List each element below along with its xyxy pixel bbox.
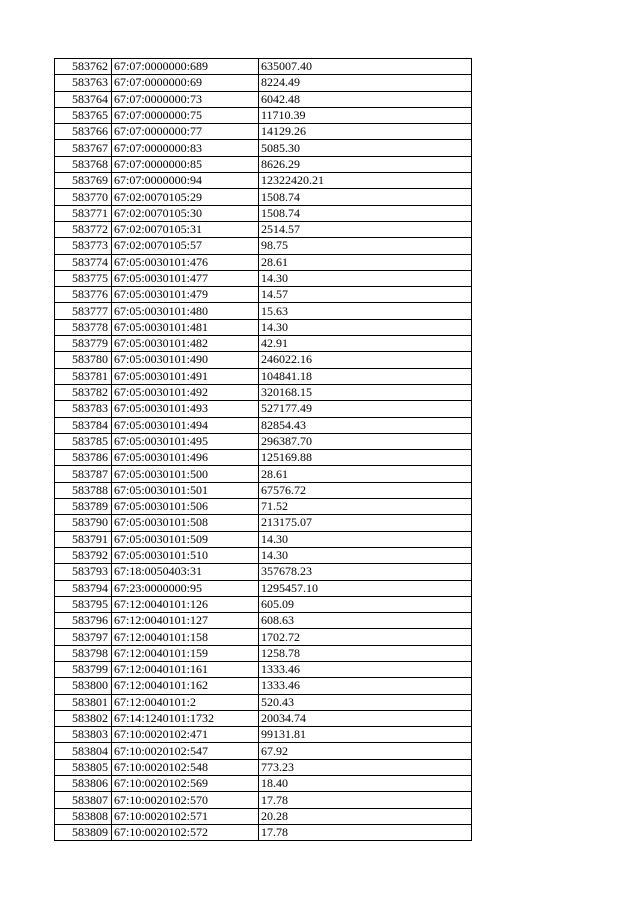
- cadastral-number-cell: 67:10:0020102:572: [112, 824, 259, 840]
- row-number-cell: 583763: [55, 75, 112, 91]
- value-cell: 1702.72: [259, 629, 472, 645]
- cadastral-number-cell: 67:18:0050403:31: [112, 564, 259, 580]
- cadastral-number-cell: 67:02:0070105:30: [112, 205, 259, 221]
- value-cell: 1333.46: [259, 661, 472, 677]
- row-number-cell: 583762: [55, 59, 112, 75]
- value-cell: 28.61: [259, 254, 472, 270]
- row-number-cell: 583774: [55, 254, 112, 270]
- table-row: [55, 336, 472, 352]
- value-cell: 1508.74: [259, 205, 472, 221]
- cadastral-number-cell: 67:12:0040101:158: [112, 629, 259, 645]
- row-number-cell: 583779: [55, 336, 112, 352]
- table-row: [55, 450, 472, 466]
- value-cell: 14.30: [259, 319, 472, 335]
- cadastral-number-cell: 67:10:0020102:548: [112, 759, 259, 775]
- row-number-cell: 583802: [55, 710, 112, 726]
- value-cell: 773.23: [259, 759, 472, 775]
- table-row: [55, 189, 472, 205]
- table-row: [55, 238, 472, 254]
- row-number-cell: 583782: [55, 384, 112, 400]
- cadastral-number-cell: 67:05:0030101:491: [112, 368, 259, 384]
- cadastral-number-cell: 67:02:0070105:29: [112, 189, 259, 205]
- table-row: [55, 613, 472, 629]
- cadastral-number-cell: 67:12:0040101:161: [112, 661, 259, 677]
- value-cell: 605.09: [259, 596, 472, 612]
- row-number-cell: 583767: [55, 140, 112, 156]
- value-cell: 635007.40: [259, 59, 472, 75]
- row-number-cell: 583790: [55, 515, 112, 531]
- cadastral-number-cell: 67:05:0030101:493: [112, 401, 259, 417]
- value-cell: 104841.18: [259, 368, 472, 384]
- value-cell: 15.63: [259, 303, 472, 319]
- value-cell: 1258.78: [259, 645, 472, 661]
- row-number-cell: 583804: [55, 743, 112, 759]
- row-number-cell: 583777: [55, 303, 112, 319]
- table-row: [55, 254, 472, 270]
- table-row: [55, 156, 472, 172]
- table-row: [55, 776, 472, 792]
- cadastral-number-cell: 67:05:0030101:477: [112, 270, 259, 286]
- cadastral-number-cell: 67:05:0030101:506: [112, 499, 259, 515]
- value-cell: 296387.70: [259, 433, 472, 449]
- cadastral-number-cell: 67:07:0000000:94: [112, 173, 259, 189]
- row-number-cell: 583785: [55, 433, 112, 449]
- row-number-cell: 583791: [55, 531, 112, 547]
- table-row: [55, 727, 472, 743]
- table-row: [55, 221, 472, 237]
- table-row: [55, 124, 472, 140]
- value-cell: 42.91: [259, 336, 472, 352]
- cadastral-number-cell: 67:05:0030101:509: [112, 531, 259, 547]
- value-cell: 213175.07: [259, 515, 472, 531]
- table-row: [55, 564, 472, 580]
- row-number-cell: 583803: [55, 727, 112, 743]
- row-number-cell: 583798: [55, 645, 112, 661]
- cadastral-number-cell: 67:05:0030101:481: [112, 319, 259, 335]
- row-number-cell: 583799: [55, 661, 112, 677]
- row-number-cell: 583768: [55, 156, 112, 172]
- cadastral-number-cell: 67:02:0070105:57: [112, 238, 259, 254]
- value-cell: 8626.29: [259, 156, 472, 172]
- table-row: [55, 91, 472, 107]
- table-row: [55, 678, 472, 694]
- row-number-cell: 583765: [55, 107, 112, 123]
- table-row: [55, 384, 472, 400]
- cadastral-number-cell: 67:05:0030101:500: [112, 466, 259, 482]
- value-cell: 527177.49: [259, 401, 472, 417]
- value-cell: 99131.81: [259, 727, 472, 743]
- table-row: [55, 547, 472, 563]
- value-cell: 608.63: [259, 613, 472, 629]
- cadastral-number-cell: 67:07:0000000:69: [112, 75, 259, 91]
- cadastral-number-cell: 67:10:0020102:571: [112, 808, 259, 824]
- cadastral-number-cell: 67:05:0030101:480: [112, 303, 259, 319]
- table-row: [55, 645, 472, 661]
- cadastral-number-cell: 67:05:0030101:492: [112, 384, 259, 400]
- row-number-cell: 583805: [55, 759, 112, 775]
- cadastral-number-cell: 67:07:0000000:75: [112, 107, 259, 123]
- cadastral-number-cell: 67:23:0000000:95: [112, 580, 259, 596]
- value-cell: 1333.46: [259, 678, 472, 694]
- value-cell: 98.75: [259, 238, 472, 254]
- row-number-cell: 583783: [55, 401, 112, 417]
- value-cell: 17.78: [259, 792, 472, 808]
- cadastral-number-cell: 67:12:0040101:2: [112, 694, 259, 710]
- row-number-cell: 583780: [55, 352, 112, 368]
- row-number-cell: 583773: [55, 238, 112, 254]
- value-cell: 6042.48: [259, 91, 472, 107]
- table-row: [55, 433, 472, 449]
- value-cell: 8224.49: [259, 75, 472, 91]
- value-cell: 28.61: [259, 466, 472, 482]
- row-number-cell: 583781: [55, 368, 112, 384]
- cadastral-number-cell: 67:10:0020102:471: [112, 727, 259, 743]
- row-number-cell: 583794: [55, 580, 112, 596]
- table-row: [55, 515, 472, 531]
- cadastral-number-cell: 67:05:0030101:494: [112, 417, 259, 433]
- cadastral-number-cell: 67:05:0030101:501: [112, 482, 259, 498]
- value-cell: 14129.26: [259, 124, 472, 140]
- row-number-cell: 583806: [55, 776, 112, 792]
- table-row: [55, 661, 472, 677]
- table-row: [55, 401, 472, 417]
- table-row: [55, 743, 472, 759]
- cadastral-number-cell: 67:12:0040101:126: [112, 596, 259, 612]
- value-cell: 18.40: [259, 776, 472, 792]
- table-row: [55, 303, 472, 319]
- value-cell: 125169.88: [259, 450, 472, 466]
- value-cell: 2514.57: [259, 221, 472, 237]
- value-cell: 14.57: [259, 287, 472, 303]
- table-row: [55, 140, 472, 156]
- data-table: [54, 58, 472, 841]
- row-number-cell: 583764: [55, 91, 112, 107]
- cadastral-number-cell: 67:05:0030101:479: [112, 287, 259, 303]
- value-cell: 1295457.10: [259, 580, 472, 596]
- table-row: [55, 710, 472, 726]
- row-number-cell: 583797: [55, 629, 112, 645]
- table-row: [55, 107, 472, 123]
- table-row: [55, 580, 472, 596]
- table-row: [55, 417, 472, 433]
- table-body: [55, 59, 472, 841]
- value-cell: 20.28: [259, 808, 472, 824]
- row-number-cell: 583808: [55, 808, 112, 824]
- cadastral-number-cell: 67:05:0030101:476: [112, 254, 259, 270]
- cadastral-number-cell: 67:12:0040101:127: [112, 613, 259, 629]
- cadastral-number-cell: 67:05:0030101:496: [112, 450, 259, 466]
- table-row: [55, 808, 472, 824]
- table-row: [55, 319, 472, 335]
- value-cell: 67576.72: [259, 482, 472, 498]
- row-number-cell: 583800: [55, 678, 112, 694]
- row-number-cell: 583789: [55, 499, 112, 515]
- table-row: [55, 287, 472, 303]
- row-number-cell: 583778: [55, 319, 112, 335]
- cadastral-number-cell: 67:05:0030101:482: [112, 336, 259, 352]
- table-row: [55, 205, 472, 221]
- row-number-cell: 583771: [55, 205, 112, 221]
- table-row: [55, 270, 472, 286]
- table-row: [55, 694, 472, 710]
- cadastral-number-cell: 67:10:0020102:570: [112, 792, 259, 808]
- row-number-cell: 583807: [55, 792, 112, 808]
- table-row: [55, 531, 472, 547]
- row-number-cell: 583795: [55, 596, 112, 612]
- row-number-cell: 583769: [55, 173, 112, 189]
- cadastral-number-cell: 67:07:0000000:689: [112, 59, 259, 75]
- row-number-cell: 583788: [55, 482, 112, 498]
- cadastral-number-cell: 67:12:0040101:162: [112, 678, 259, 694]
- cadastral-number-cell: 67:02:0070105:31: [112, 221, 259, 237]
- table-row: [55, 824, 472, 840]
- table-row: [55, 59, 472, 75]
- value-cell: 11710.39: [259, 107, 472, 123]
- table-row: [55, 596, 472, 612]
- row-number-cell: 583775: [55, 270, 112, 286]
- value-cell: 14.30: [259, 270, 472, 286]
- value-cell: 1508.74: [259, 189, 472, 205]
- table-row: [55, 792, 472, 808]
- row-number-cell: 583792: [55, 547, 112, 563]
- table-row: [55, 482, 472, 498]
- row-number-cell: 583793: [55, 564, 112, 580]
- value-cell: 71.52: [259, 499, 472, 515]
- row-number-cell: 583809: [55, 824, 112, 840]
- cadastral-number-cell: 67:07:0000000:85: [112, 156, 259, 172]
- value-cell: 67.92: [259, 743, 472, 759]
- row-number-cell: 583766: [55, 124, 112, 140]
- table-row: [55, 629, 472, 645]
- table-row: [55, 368, 472, 384]
- value-cell: 20034.74: [259, 710, 472, 726]
- table-row: [55, 352, 472, 368]
- value-cell: 357678.23: [259, 564, 472, 580]
- value-cell: 320168.15: [259, 384, 472, 400]
- table-row: [55, 499, 472, 515]
- cadastral-number-cell: 67:07:0000000:83: [112, 140, 259, 156]
- row-number-cell: 583772: [55, 221, 112, 237]
- row-number-cell: 583796: [55, 613, 112, 629]
- table-row: [55, 466, 472, 482]
- cadastral-number-cell: 67:05:0030101:508: [112, 515, 259, 531]
- row-number-cell: 583786: [55, 450, 112, 466]
- row-number-cell: 583784: [55, 417, 112, 433]
- cadastral-number-cell: 67:05:0030101:510: [112, 547, 259, 563]
- row-number-cell: 583770: [55, 189, 112, 205]
- value-cell: 520.43: [259, 694, 472, 710]
- row-number-cell: 583787: [55, 466, 112, 482]
- row-number-cell: 583776: [55, 287, 112, 303]
- table-row: [55, 759, 472, 775]
- cadastral-number-cell: 67:10:0020102:569: [112, 776, 259, 792]
- cadastral-number-cell: 67:12:0040101:159: [112, 645, 259, 661]
- cadastral-number-cell: 67:14:1240101:1732: [112, 710, 259, 726]
- cadastral-number-cell: 67:05:0030101:490: [112, 352, 259, 368]
- row-number-cell: 583801: [55, 694, 112, 710]
- table-row: [55, 173, 472, 189]
- value-cell: 5085.30: [259, 140, 472, 156]
- value-cell: 14.30: [259, 547, 472, 563]
- value-cell: 246022.16: [259, 352, 472, 368]
- value-cell: 82854.43: [259, 417, 472, 433]
- value-cell: 14.30: [259, 531, 472, 547]
- cadastral-number-cell: 67:10:0020102:547: [112, 743, 259, 759]
- cadastral-number-cell: 67:07:0000000:77: [112, 124, 259, 140]
- cadastral-number-cell: 67:05:0030101:495: [112, 433, 259, 449]
- value-cell: 17.78: [259, 824, 472, 840]
- value-cell: 12322420.21: [259, 173, 472, 189]
- cadastral-number-cell: 67:07:0000000:73: [112, 91, 259, 107]
- table-row: [55, 75, 472, 91]
